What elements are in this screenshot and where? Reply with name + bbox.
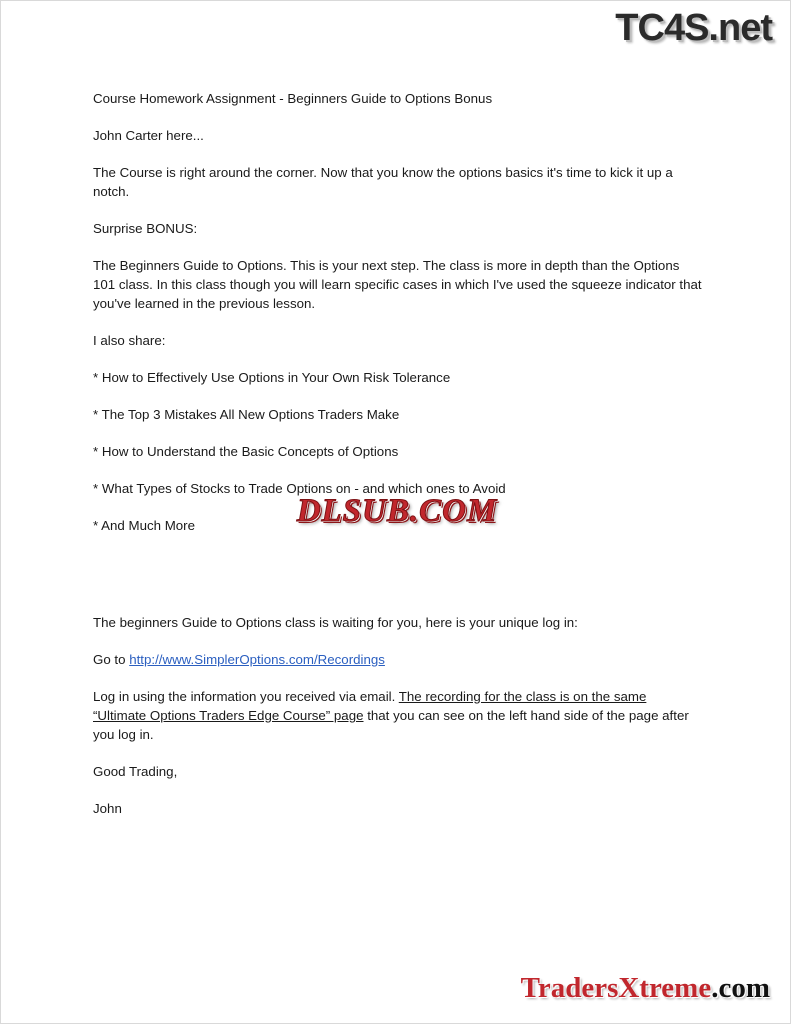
tradersxtreme-watermark-main: TradersXtreme bbox=[520, 972, 712, 1004]
document-title: Course Homework Assignment - Beginners Guide to Options Bonus bbox=[93, 91, 493, 106]
dlsub-watermark: DLSUB.COM bbox=[296, 492, 498, 529]
intro-paragraph: The Course is right around the corner. Now that you know the options basics it's time to kick it up a notch. bbox=[93, 165, 673, 199]
closing-line: Good Trading, bbox=[93, 764, 178, 779]
document-body bbox=[93, 89, 703, 836]
tradersxtreme-watermark-suffix: .com bbox=[711, 972, 770, 1004]
bullet-item: * How to Effectively Use Options in Your Own Risk Tolerance bbox=[93, 370, 451, 385]
bullet-item: * What Types of Stocks to Trade Options on - and which ones to Avoid bbox=[93, 481, 506, 496]
tradersxtreme-watermark bbox=[521, 972, 770, 1005]
login-emphasis: The recording for the class is on the same “Ultimate Options Traders Edge Course” page bbox=[93, 689, 647, 723]
login-prefix: Log in using the information you received via email. bbox=[93, 689, 399, 704]
bonus-paragraph: The Beginners Guide to Options. This is your next step. The class is more in depth than the Options 101 class. In this class though you will learn specific cases in which I've used the squeeze indicator that you've learned in the previous lesson. bbox=[93, 258, 702, 311]
bullet-item: * How to Understand the Basic Concepts of Options bbox=[93, 444, 399, 459]
recordings-link[interactable]: http://www.SimplerOptions.com/Recordings bbox=[129, 652, 385, 667]
signature-line: John bbox=[93, 801, 122, 816]
bullet-item: * The Top 3 Mistakes All New Options Traders Make bbox=[93, 407, 400, 422]
greeting-line: John Carter here... bbox=[93, 128, 204, 143]
goto-line bbox=[93, 650, 703, 669]
bullet-item: * And Much More bbox=[93, 518, 195, 533]
login-suffix: that you can see on the left hand side of the page after you log in. bbox=[93, 708, 689, 742]
bonus-heading: Surprise BONUS: bbox=[93, 221, 198, 236]
tc4s-watermark: TC4S.net bbox=[615, 7, 772, 49]
share-heading: I also share: bbox=[93, 333, 166, 348]
login-instructions bbox=[93, 687, 703, 744]
watermark-spacer bbox=[93, 553, 703, 613]
waiting-line: The beginners Guide to Options class is waiting for you, here is your unique log in: bbox=[93, 615, 578, 630]
goto-label: Go to bbox=[93, 652, 130, 667]
